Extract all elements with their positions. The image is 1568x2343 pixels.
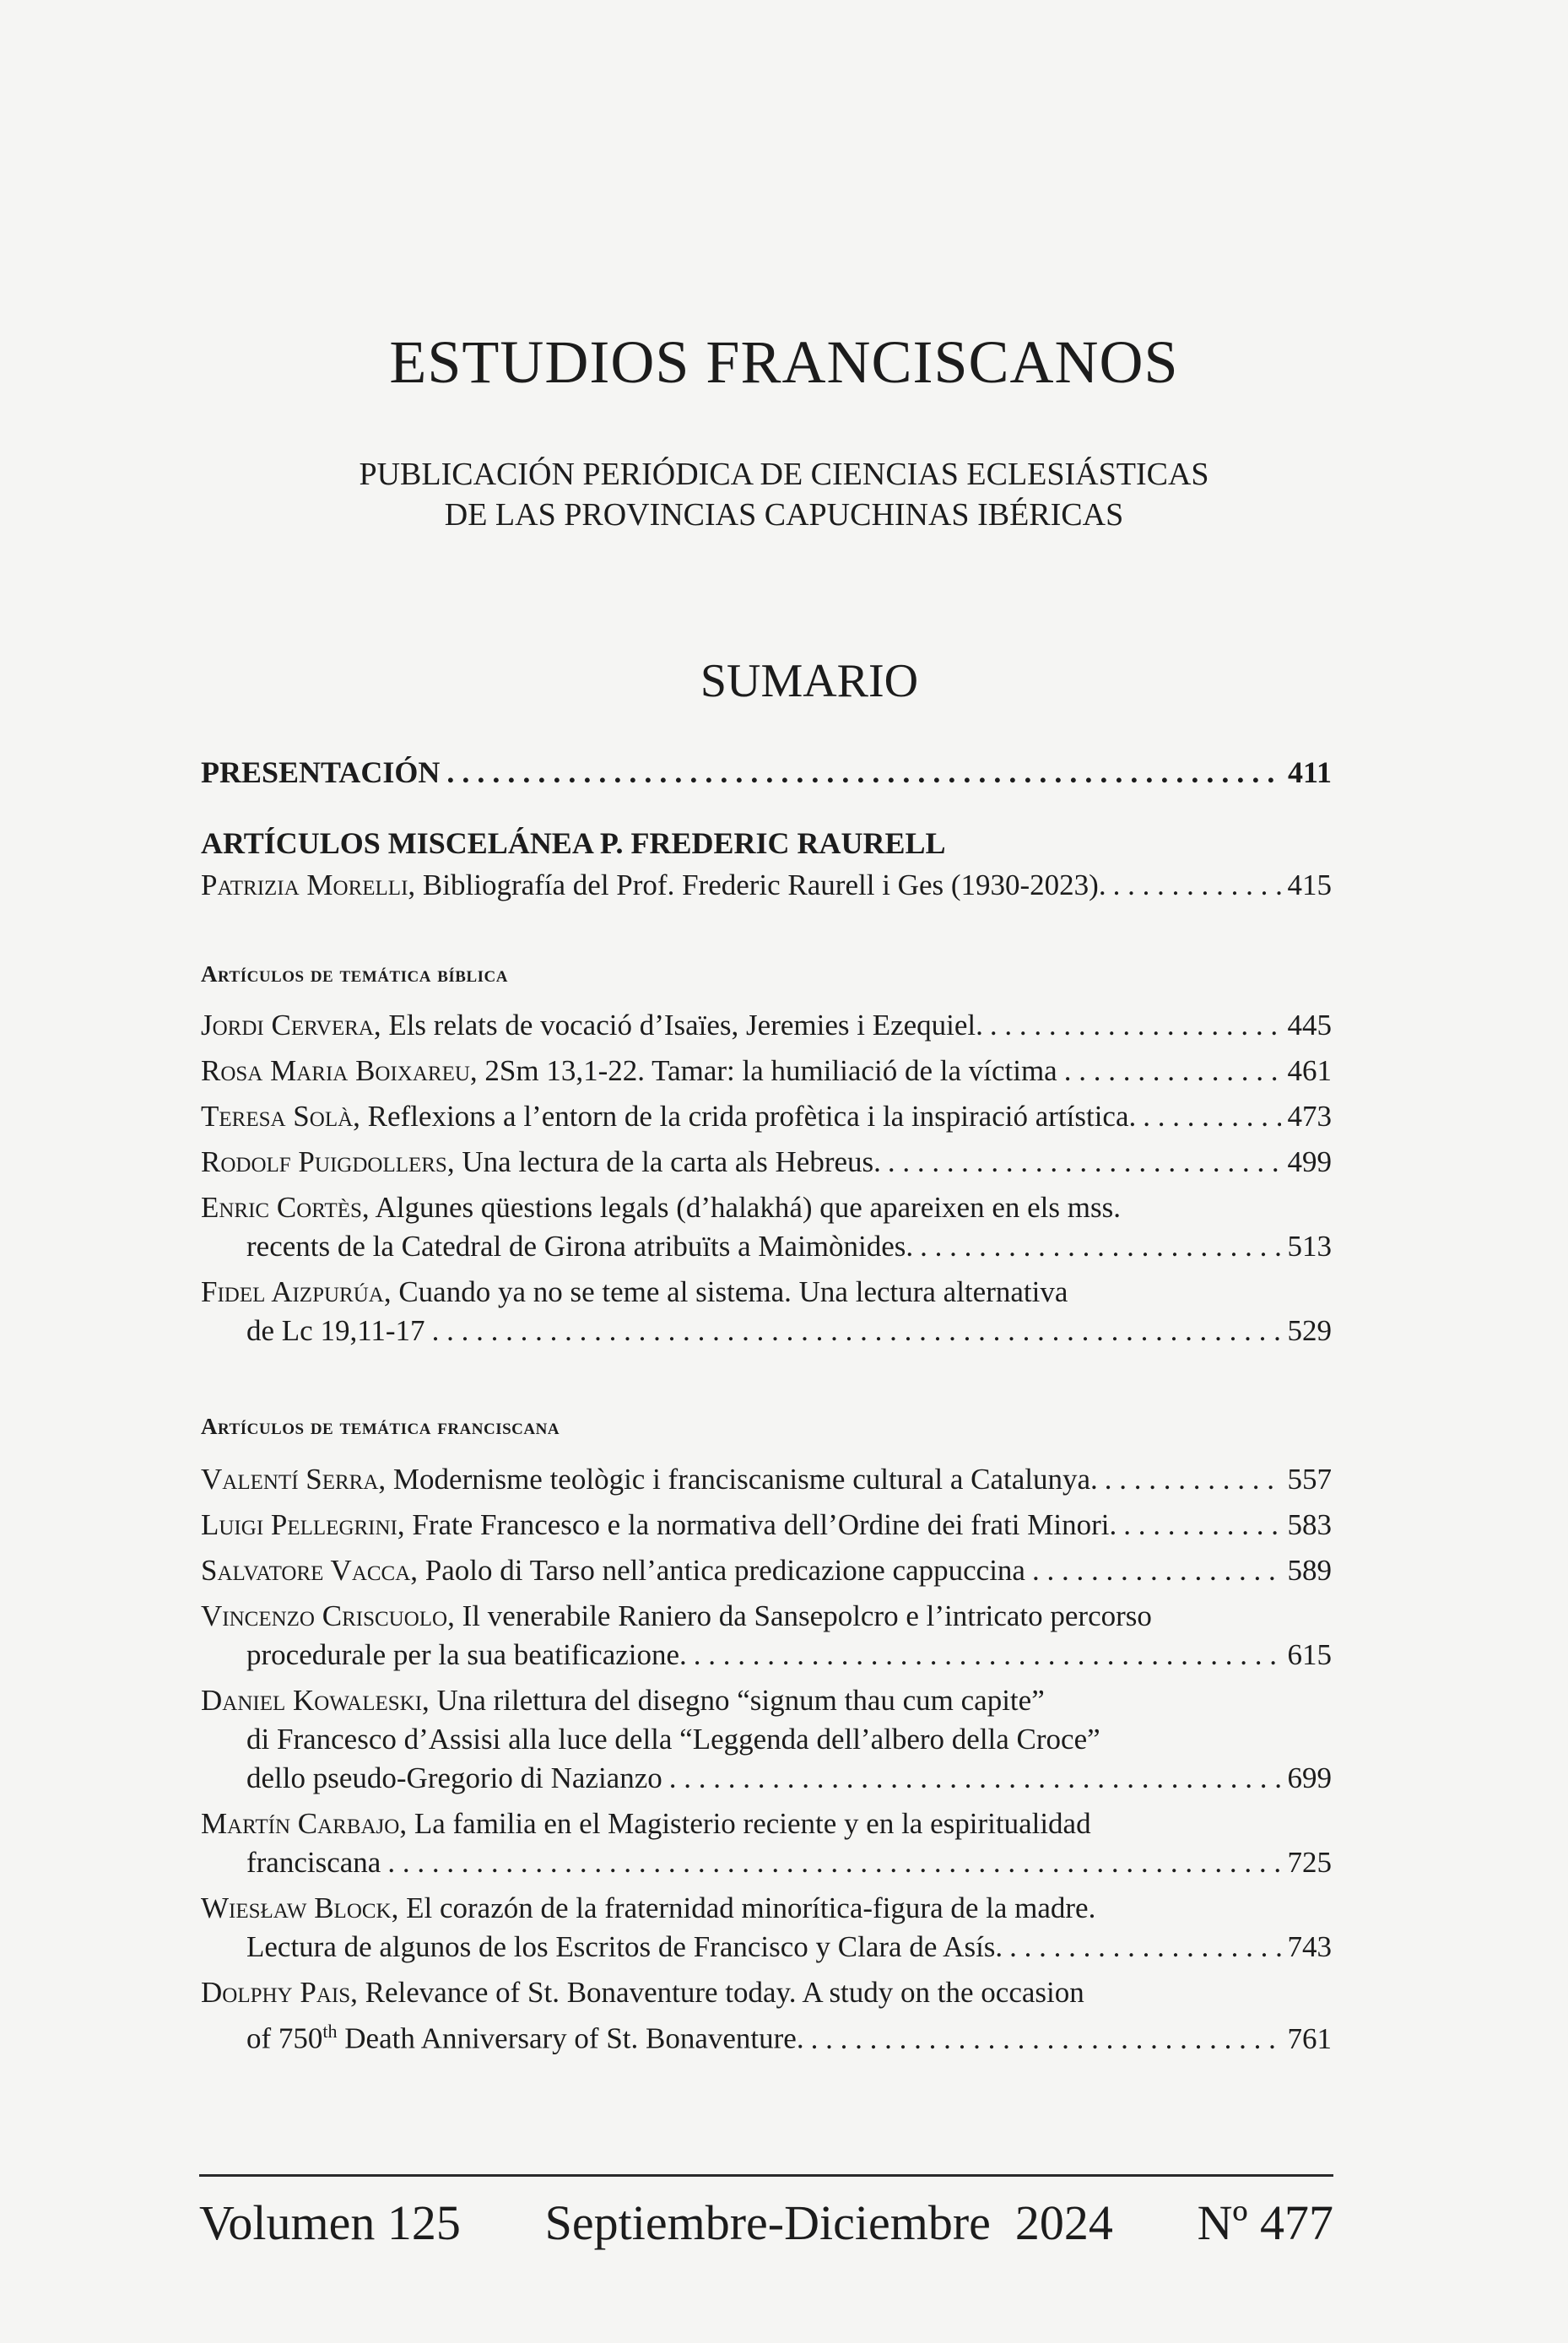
toc-entry xyxy=(201,1805,1332,1882)
leader-dots xyxy=(1009,1928,1280,1967)
page-number: 513 xyxy=(1287,1230,1332,1263)
entry-title: , Reflexions a l’entorn de la crida profètica i la inspiració artística. xyxy=(353,1100,1137,1133)
page-number: 615 xyxy=(1287,1638,1332,1671)
leader-dots xyxy=(888,1143,1281,1182)
page-number: 557 xyxy=(1287,1463,1332,1496)
subtitle-line-1: PUBLICACIÓN PERIÓDICA DE CIENCIAS ECLESIÁSTICAS xyxy=(359,457,1209,492)
leader-dots xyxy=(1064,1052,1281,1090)
entry-author: Salvatore Vacca xyxy=(201,1554,411,1587)
subtitle-line-2: DE LAS PROVINCIAS CAPUCHINAS IBÉRICAS xyxy=(444,497,1124,533)
leader-dots xyxy=(920,1227,1280,1266)
entry-title-continued: of 750th Death Anniversary of St. Bonaventure. xyxy=(246,2021,804,2055)
page-number: 473 xyxy=(1287,1100,1332,1133)
entry-title: , Cuando ya no se teme al sistema. Una lectura alternativa xyxy=(383,1275,1068,1308)
leader-dots xyxy=(811,2020,1281,2059)
entry-author: Vincenzo Criscuolo xyxy=(201,1599,448,1632)
entry-title: , Algunes qüestions legals (d’halakhá) que apareixen en els mss. xyxy=(361,1191,1121,1224)
leader-dots xyxy=(1143,1097,1280,1136)
entry-title: , Paolo di Tarso nell’antica predicazione cappuccina xyxy=(410,1554,1025,1587)
toc-entry xyxy=(201,1597,1332,1675)
entry-author: Enric Cortès xyxy=(201,1191,362,1224)
journal-title: ESTUDIOS FRANCISCANOS xyxy=(389,328,1179,396)
page-number: 411 xyxy=(1287,755,1332,789)
page-number: 743 xyxy=(1287,1930,1332,1963)
footer-divider xyxy=(199,2174,1333,2177)
leader-dots xyxy=(990,1006,1281,1045)
entry-title-continued: Lectura de algunos de los Escritos de Francisco y Clara de Asís. xyxy=(246,1930,1003,1963)
leader-dots xyxy=(387,1843,1280,1882)
entry-author: Patrizia Morelli xyxy=(201,868,408,901)
leader-dots xyxy=(1123,1506,1280,1545)
entry-author: Luigi Pellegrini xyxy=(201,1508,397,1541)
section-heading-biblica: Artículos de temática bíblica xyxy=(201,961,508,987)
footer xyxy=(199,2194,1333,2251)
section-heading-franciscana: Artículos de temática franciscana xyxy=(201,1414,560,1439)
toc-entry-label: PRESENTACIÓN xyxy=(201,755,441,789)
page-number: 461 xyxy=(1287,1054,1332,1087)
entry-author: Jordi Cervera xyxy=(201,1009,374,1042)
entry-title: , Una rilettura del disegno “signum thau cum capite” xyxy=(422,1684,1045,1717)
page-number: 699 xyxy=(1287,1761,1332,1794)
toc-entry xyxy=(201,1097,1332,1136)
entry-title: , Bibliografía del Prof. Frederic Raurell i Ges (1930-2023). xyxy=(408,868,1106,901)
footer-period: Septiembre-Diciembre 2024 xyxy=(544,2195,1113,2250)
toc-entry xyxy=(201,1551,1332,1590)
entry-title: , Els relats de vocació d’Isaïes, Jeremies i Ezequiel. xyxy=(373,1009,983,1042)
entry-title: , El corazón de la fraternidad minorítica-figura de la madre. xyxy=(391,1891,1096,1924)
toc-entry xyxy=(201,1681,1332,1798)
entry-title-continued: recents de la Catedral de Girona atribuïts a Maimònides. xyxy=(246,1230,914,1263)
leader-dots xyxy=(694,1636,1281,1675)
leader-dots xyxy=(432,1312,1281,1350)
entry-title-continued: procedurale per la sua beatificazione. xyxy=(246,1638,687,1671)
toc-entry xyxy=(201,866,1332,905)
toc-entry xyxy=(201,1188,1332,1266)
entry-author: Valentí Serra xyxy=(201,1463,379,1496)
entry-author: Daniel Kowaleski xyxy=(201,1684,423,1717)
toc-entry xyxy=(201,1973,1332,2059)
entry-title-continued: de Lc 19,11-17 xyxy=(246,1314,425,1347)
leader-dots xyxy=(1032,1551,1281,1590)
entry-title: , La familia en el Magisterio reciente y en la espiritualidad xyxy=(399,1807,1091,1840)
entry-title: , Modernisme teològic i franciscanisme cultural a Catalunya. xyxy=(378,1463,1098,1496)
page-number: 589 xyxy=(1287,1554,1332,1587)
entry-title-continued: franciscana xyxy=(246,1846,381,1879)
entry-title: , Il venerabile Raniero da Sansepolcro e l’intricato percorso xyxy=(447,1599,1152,1632)
entry-author: Martín Carbajo xyxy=(201,1807,400,1840)
page-number: 499 xyxy=(1287,1145,1332,1178)
entry-title-continued: di Francesco d’Assisi alla luce della “Leggenda dell’albero della Croce” xyxy=(246,1723,1100,1756)
page-number: 445 xyxy=(1287,1009,1332,1042)
entry-author: Rosa Maria Boixareu xyxy=(201,1054,470,1087)
page-number: 725 xyxy=(1287,1846,1332,1879)
entry-author: Fidel Aizpurúa xyxy=(201,1275,384,1308)
leader-dots xyxy=(1105,1460,1281,1499)
journal-subtitle xyxy=(0,454,1568,535)
entry-author: Wiesław Block xyxy=(201,1891,392,1924)
entry-author: Dolphy Pais xyxy=(201,1976,351,2009)
toc-entry xyxy=(201,1273,1332,1350)
leader-dots xyxy=(446,753,1281,792)
toc-entry xyxy=(201,1006,1332,1045)
entry-title: , Relevance of St. Bonaventure today. A study on the occasion xyxy=(350,1976,1084,2009)
page-number: 529 xyxy=(1287,1314,1332,1347)
toc-entry xyxy=(201,1889,1332,1967)
leader-dots xyxy=(1113,866,1281,905)
leader-dots xyxy=(669,1759,1281,1798)
footer-volume: Volumen 125 xyxy=(199,2195,461,2250)
toc-entry xyxy=(201,1052,1332,1090)
entry-title: , Una lectura de la carta als Hebreus. xyxy=(446,1145,881,1178)
entry-title: , Frate Francesco e la normativa dell’Ordine dei frati Minori. xyxy=(397,1508,1117,1541)
toc-entry xyxy=(201,1460,1332,1499)
entry-author: Rodolf Puigdollers xyxy=(201,1145,447,1178)
section-heading-miscelanea: ARTÍCULOS MISCELÁNEA P. FREDERIC RAURELL xyxy=(201,826,946,860)
page-number: 761 xyxy=(1287,2021,1332,2055)
toc-entry xyxy=(201,1143,1332,1182)
entry-author: Teresa Solà xyxy=(201,1100,354,1133)
footer-number: Nº 477 xyxy=(1197,2195,1333,2250)
page-number: 583 xyxy=(1287,1508,1332,1541)
toc-presentacion xyxy=(201,753,1332,792)
toc-entry xyxy=(201,1506,1332,1545)
page-number: 415 xyxy=(1287,868,1332,901)
table-of-contents xyxy=(201,753,1332,2059)
entry-title: , 2Sm 13,1-22. Tamar: la humiliació de la víctima xyxy=(469,1054,1057,1087)
entry-title-continued: dello pseudo-Gregorio di Nazianzo xyxy=(246,1761,662,1794)
sumario-heading: SUMARIO xyxy=(700,655,919,707)
